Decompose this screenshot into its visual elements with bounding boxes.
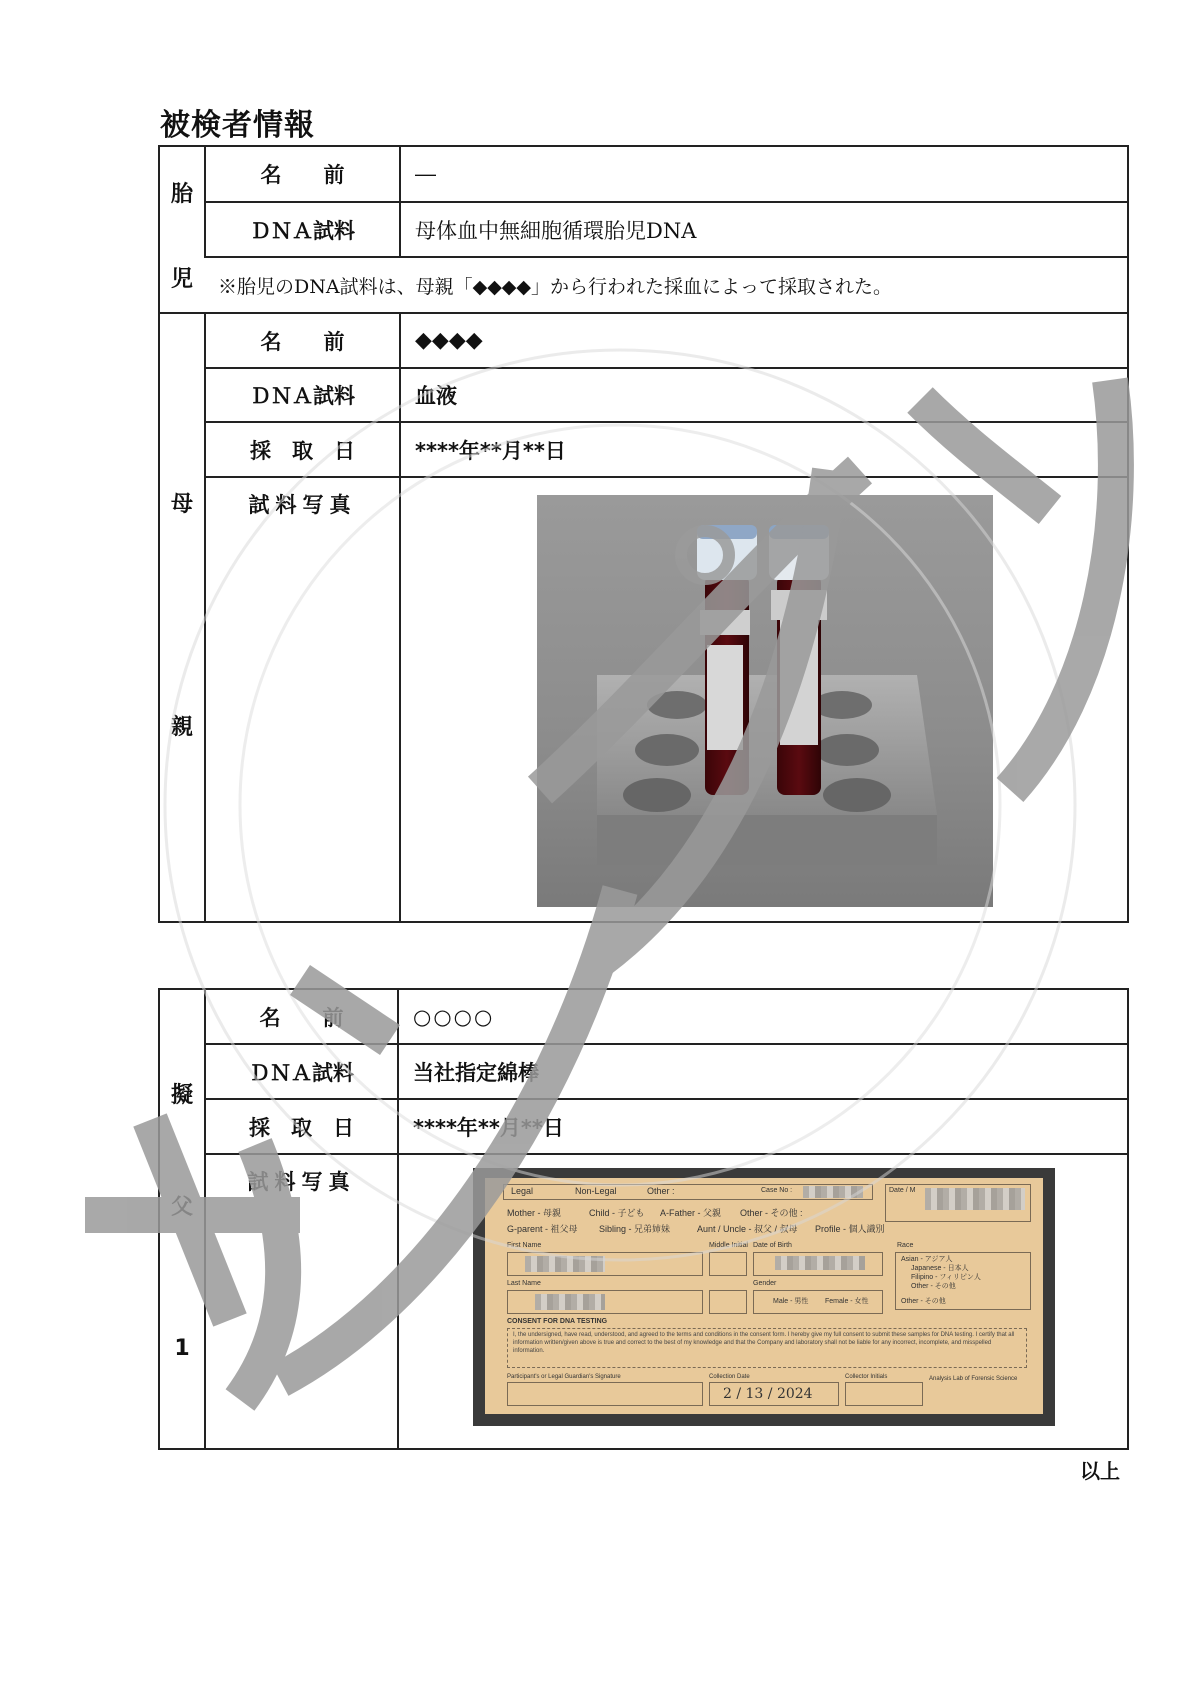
- form-collection-date: 2 / 13 / 2024: [723, 1386, 813, 1402]
- form-type-other: Other :: [647, 1186, 675, 1196]
- fetus-name-label: 名 前: [260, 163, 345, 187]
- form-rel-other: Other - その他 :: [740, 1208, 803, 1218]
- form-consent-title: CONSENT FOR DNA TESTING: [507, 1318, 608, 1325]
- form-signature-label: Participant's or Legal Guardian's Signature: [507, 1374, 621, 1380]
- form-collection-date-label: Collection Date: [709, 1374, 750, 1380]
- mother-name-label: 名 前: [260, 329, 345, 354]
- form-type-nonlegal: Non-Legal: [575, 1186, 617, 1196]
- form-middle-initial-label: Middle Initial: [709, 1242, 748, 1249]
- father-date-label: 採 取 日: [249, 1115, 354, 1140]
- form-rel-afather: A-Father - 父親: [660, 1208, 722, 1218]
- form-date-m: Date / M: [889, 1187, 916, 1194]
- fetus-name-value: ―: [415, 162, 436, 186]
- form-gender-female: Female - 女性: [825, 1298, 869, 1305]
- form-race-label: Race: [897, 1242, 914, 1249]
- form-rel-aunt-uncle: Aunt / Uncle - 叔父 / 叔母: [697, 1224, 798, 1234]
- form-race-japanese: Japanese - 日本人: [911, 1265, 969, 1272]
- mother-date-label: 採 取 日: [250, 438, 355, 463]
- fetus-note: ※胎児のDNA試料は、母親「◆◆◆◆」から行われた採血によって採取された。: [218, 275, 893, 298]
- form-rel-profile: Profile - 個人識別: [815, 1224, 885, 1234]
- fetus-group-char-1: 胎: [170, 182, 193, 207]
- father-name-value: ○○○○: [413, 1004, 495, 1029]
- father-group-char-3: 1: [174, 1336, 190, 1361]
- mother-sample-value: 血液: [415, 384, 457, 408]
- fetus-sample-value: 母体血中無細胞循環胎児DNA: [415, 218, 697, 243]
- form-gender-male: Male - 男性: [773, 1298, 809, 1305]
- form-race-asian: Asian - アジア人: [901, 1256, 953, 1263]
- blood-tube-photo-image: [537, 495, 993, 907]
- page-title: 被検者情報: [160, 108, 315, 143]
- form-type-legal: Legal: [511, 1186, 534, 1196]
- father-group-char-1: 擬: [170, 1083, 193, 1108]
- mother-sample-label: ＤＮＡ試料: [250, 384, 355, 408]
- father-sample-label: ＤＮＡ試料: [249, 1060, 354, 1085]
- form-rel-mother: Mother - 母親: [507, 1208, 562, 1218]
- dna-testing-form-card: [485, 1178, 1043, 1414]
- form-last-name-label: Last Name: [507, 1280, 541, 1287]
- mother-photo-label: 試料写真: [248, 493, 357, 517]
- mother-sample-photo: [537, 495, 993, 907]
- form-rel-gparent: G-parent - 祖父母: [507, 1224, 578, 1234]
- form-dob-label: Date of Birth: [753, 1242, 792, 1249]
- mother-group-char-1: 母: [170, 492, 193, 517]
- father-photo-label: 試料写真: [247, 1170, 356, 1194]
- form-gender-label: Gender: [753, 1280, 777, 1287]
- form-rel-sibling: Sibling - 兄弟姉妹: [599, 1224, 671, 1234]
- mother-date-value: ****年**月**日: [415, 438, 566, 463]
- form-rel-child: Child - 子ども: [589, 1208, 645, 1218]
- form-case-no: Case No :: [761, 1187, 793, 1194]
- form-lab-name: Analysis Lab of Forensic Science: [929, 1376, 1018, 1382]
- closing-text: 以上: [1080, 1459, 1120, 1483]
- form-first-name-label: First Name: [507, 1242, 542, 1249]
- form-consent-text: I, the undersigned, have read, understood, and agreed to the terms and conditions in the consent form. I hereby give my full consent to submit these samples for DNA testing. I certify that all information written/given above is true and correct to the best of my knowledge and that the Company and laboratory shall not be liable for any incorrect, incomplete, and misspelled information.: [513, 1332, 1015, 1354]
- father-group-char-2: 父: [170, 1195, 193, 1220]
- form-race-other: Other - その他: [901, 1298, 946, 1305]
- form-race-other-asian: Other - その他: [911, 1283, 956, 1290]
- mother-name-value: ◆◆◆◆: [415, 328, 483, 353]
- fetus-sample-label: ＤＮＡ試料: [250, 218, 355, 243]
- father-date-value: ****年**月**日: [413, 1115, 564, 1140]
- form-race-filipino: Filipino - フィリピン人: [911, 1274, 981, 1281]
- father-sample-photo: [473, 1168, 1055, 1426]
- father-sample-value: 当社指定綿棒: [413, 1060, 539, 1085]
- father-name-label: 名 前: [259, 1005, 344, 1030]
- fetus-group-char-2: 児: [170, 267, 193, 292]
- form-collector-label: Collector Initials: [845, 1374, 888, 1380]
- mother-group-char-2: 親: [170, 715, 193, 740]
